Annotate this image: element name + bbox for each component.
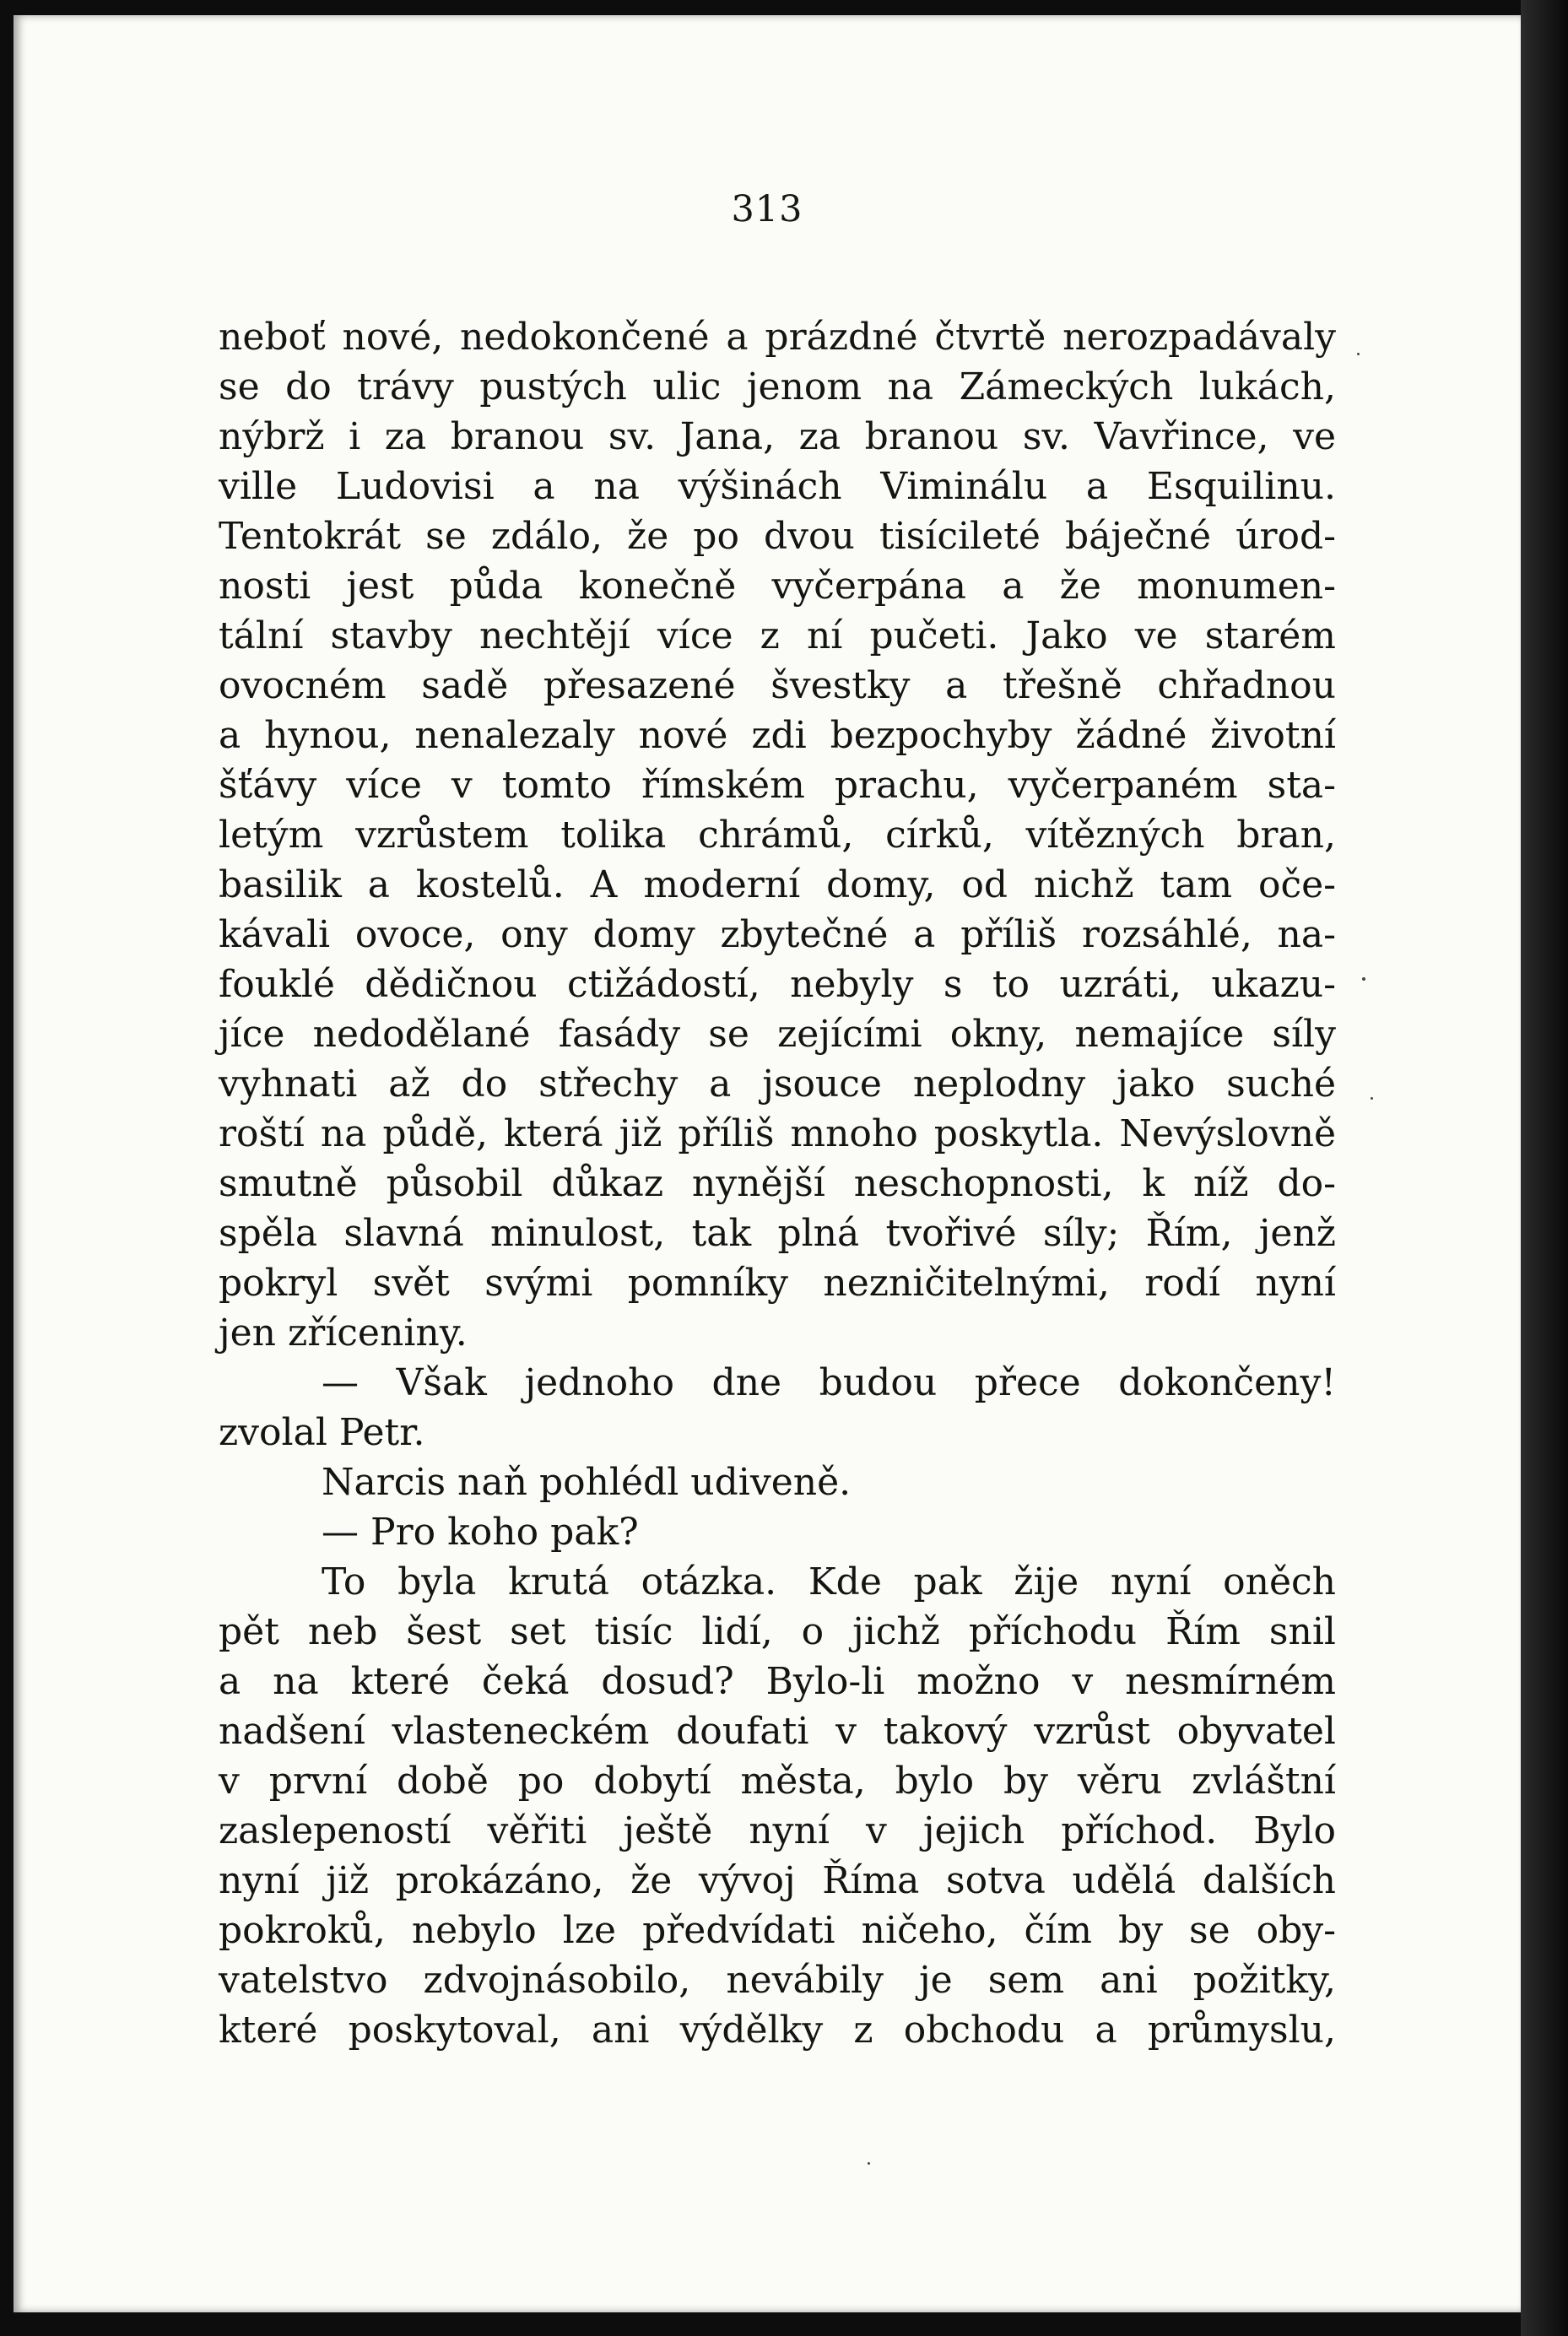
text-line: fouklé dědičnou ctižádostí, nebyly s to uzráti, ukazu- bbox=[219, 963, 1336, 1006]
text-line: — Však jednoho dne budou přece dokončeny! bbox=[322, 1361, 1336, 1404]
text-line: nosti jest půda konečně vyčerpána a že monumen- bbox=[219, 565, 1336, 608]
text-line: Tentokrát se zdálo, že po dvou tisícileté báječné úrod- bbox=[219, 515, 1336, 558]
text-line: vatelstvo zdvojnásobilo, nevábily je sem ani požitky, bbox=[219, 1959, 1336, 2002]
text-line: se do trávy pustých ulic jenom na Zámeckých lukách, bbox=[219, 365, 1336, 408]
text-line: roští na půdě, která již příliš mnoho poskytla. Nevýslovně bbox=[219, 1112, 1336, 1155]
text-line: nadšení vlasteneckém doufati v takový vzrůst obyvatel bbox=[219, 1710, 1336, 1753]
book-page bbox=[14, 15, 1521, 2312]
text-line: spěla slavná minulost, tak plná tvořivé síly; Řím, jenž bbox=[219, 1212, 1336, 1255]
text-line: zaslepeností věřiti ještě nyní v jejich příchod. Bylo bbox=[219, 1809, 1336, 1852]
text-line: šťávy více v tomto římském prachu, vyčerpaném sta- bbox=[219, 764, 1336, 807]
text-line: zvolal Petr. bbox=[219, 1411, 425, 1454]
text-line: neboť nové, nedokončené a prázdné čtvrtě nerozpadávaly bbox=[219, 316, 1336, 359]
page-edge-shadow bbox=[1521, 0, 1568, 2336]
text-line: které poskytoval, ani výdělky z obchodu a průmyslu, bbox=[219, 2009, 1336, 2052]
text-line: ville Ludovisi a na výšinách Viminálu a Esquilinu. bbox=[219, 465, 1336, 508]
text-line: a hynou, nenalezaly nové zdi bezpochyby žádné životní bbox=[219, 714, 1336, 757]
print-speck bbox=[1357, 353, 1360, 355]
text-line: basilik a kostelů. A moderní domy, od nichž tam oče- bbox=[219, 863, 1336, 906]
print-speck bbox=[868, 2162, 870, 2165]
page-number: 313 bbox=[731, 188, 803, 230]
text-line: tální stavby nechtějí více z ní pučeti. Jako ve starém bbox=[219, 614, 1336, 657]
text-line: jen zříceniny. bbox=[219, 1311, 468, 1355]
text-line: kávali ovoce, ony domy zbytečné a příliš rozsáhlé, na- bbox=[219, 913, 1336, 956]
text-line: pokroků, nebylo lze předvídati ničeho, čím by se oby- bbox=[219, 1909, 1336, 1952]
text-line: smutně působil důkaz nynější neschopnosti, k níž do- bbox=[219, 1162, 1336, 1205]
text-line: letým vzrůstem tolika chrámů, círků, vítězných bran, bbox=[219, 814, 1336, 857]
text-line: nýbrž i za branou sv. Jana, za branou sv. Vavřince, ve bbox=[219, 415, 1336, 458]
text-line: — Pro koho pak? bbox=[322, 1511, 639, 1554]
text-line: ovocném sadě přesazené švestky a třešně chřadnou bbox=[219, 664, 1336, 707]
text-line: pět neb šest set tisíc lidí, o jichž příchodu Řím snil bbox=[219, 1610, 1336, 1653]
text-line: jíce nedodělané fasády se zejícími okny, nemajíce síly bbox=[219, 1013, 1336, 1056]
text-line: v první době po dobytí města, bylo by věru zvláštní bbox=[219, 1760, 1336, 1803]
text-line: a na které čeká dosud? Bylo-li možno v nesmírném bbox=[219, 1660, 1336, 1703]
text-line: Narcis naň pohlédl udiveně. bbox=[322, 1461, 852, 1504]
print-speck bbox=[1362, 977, 1365, 981]
text-line: pokryl svět svými pomníky nezničitelnými, rodí nyní bbox=[219, 1262, 1336, 1305]
body-text bbox=[219, 312, 1336, 2055]
print-speck bbox=[1371, 1097, 1373, 1100]
text-line: nyní již prokázáno, že vývoj Říma sotva udělá dalších bbox=[219, 1859, 1336, 1902]
text-line: vyhnati až do střechy a jsouce neplodny jako suché bbox=[219, 1063, 1336, 1106]
text-line: To byla krutá otázka. Kde pak žije nyní oněch bbox=[322, 1560, 1336, 1603]
